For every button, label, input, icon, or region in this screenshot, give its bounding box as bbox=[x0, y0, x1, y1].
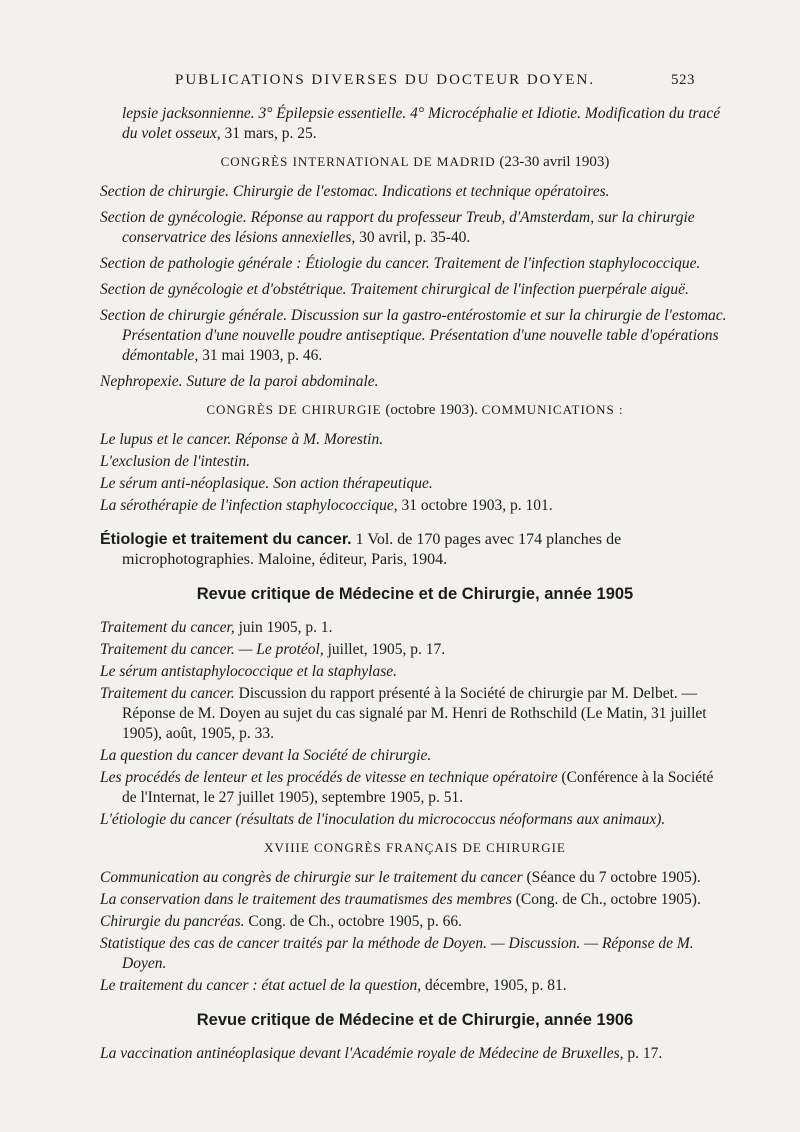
intro-roman: 31 mars, p. 25. bbox=[220, 125, 317, 142]
list-item bbox=[100, 934, 730, 974]
list-item bbox=[100, 618, 730, 638]
revue-1906-heading: Revue critique de Médecine et de Chirurgie, année 1906 bbox=[196, 1011, 634, 1029]
item-details: (Cong. de Ch., octobre 1905). bbox=[511, 891, 701, 908]
running-title: PUBLICATIONS DIVERSES DU DOCTEUR DOYEN. bbox=[175, 72, 596, 88]
chir-heading-caps1: CONGRÈS DE CHIRURGIE bbox=[206, 402, 382, 417]
list-item bbox=[100, 662, 730, 682]
item-details: Discussion du rapport présenté à la Société de chirurgie par M. Delbet. — Réponse de M. Doyen au sujet du cas signalé par M. Henri de Rothschild (Le Matin, 31 juillet 1905), août, 1905, p. 33. bbox=[122, 685, 707, 742]
book-entry bbox=[100, 530, 730, 570]
chir-heading-caps2: COMMUNICATIONS : bbox=[481, 402, 624, 417]
xviii-congress-heading: XVIIIE CONGRÈS FRANÇAIS DE CHIRURGIE bbox=[264, 840, 566, 855]
item-title: Section de gynécologie. Réponse au rapport du professeur Treub, d'Amsterdam, sur la chirurgie conservatrice des lésions annexielles, bbox=[100, 209, 695, 246]
item-details: décembre, 1905, p. 81. bbox=[421, 977, 567, 994]
madrid-heading-dates: (23-30 avril 1903) bbox=[495, 154, 610, 170]
item-title: Section de chirurgie. Chirurgie de l'estomac. Indications et technique opératoires. bbox=[100, 183, 610, 200]
item-details: Cong. de Ch., octobre 1905, p. 66. bbox=[244, 913, 462, 930]
intro-italic: lepsie jacksonnienne. 3° Épilepsie essentielle. 4° Microcéphalie et Idiotie. Modification du tracé du volet osseux, bbox=[122, 105, 721, 142]
item-details: 31 octobre 1903, p. 101. bbox=[397, 497, 553, 514]
item-title: Traitement du cancer, bbox=[100, 619, 235, 636]
item-details: juillet, 1905, p. 17. bbox=[323, 641, 446, 658]
chirurgie-1903-list bbox=[100, 430, 730, 516]
intro-continuation bbox=[100, 104, 730, 144]
item-details: p. 17. bbox=[623, 1045, 663, 1062]
item-title: La vaccination antinéoplasique devant l'Académie royale de Médecine de Bruxelles, bbox=[100, 1045, 624, 1062]
item-title: Le traitement du cancer : état actuel de la question, bbox=[100, 977, 422, 994]
list-item bbox=[100, 430, 730, 450]
list-item bbox=[100, 868, 730, 888]
item-title: Section de chirurgie générale. Discussion sur la gastro-entérostomie et sur la chirurgie de l'estomac. Présentation d'une nouvelle poudre antiseptique. Présentation d'une nouvelle table d'opérations démontable, bbox=[100, 307, 727, 364]
item-details: (Séance du 7 octobre 1905). bbox=[522, 869, 701, 886]
list-item bbox=[100, 684, 730, 744]
madrid-heading-caps: CONGRÈS INTERNATIONAL DE MADRID bbox=[220, 154, 496, 169]
list-item bbox=[100, 208, 730, 248]
xviii-list bbox=[100, 868, 730, 996]
list-item bbox=[100, 452, 730, 472]
item-title: Communication au congrès de chirurgie sur le traitement du cancer bbox=[100, 869, 523, 886]
page-body bbox=[100, 104, 730, 1066]
item-title: Le sérum antistaphylococcique et la staphylase. bbox=[100, 663, 398, 680]
revue-1905-list bbox=[100, 618, 730, 830]
item-title: Le lupus et le cancer. Réponse à M. Morestin. bbox=[100, 431, 384, 448]
list-item bbox=[100, 640, 730, 660]
item-title: Les procédés de lenteur et les procédés de vitesse en technique opératoire bbox=[100, 769, 558, 786]
item-title: L'exclusion de l'intestin. bbox=[100, 453, 250, 470]
revue-1905-heading: Revue critique de Médecine et de Chirurgie, année 1905 bbox=[196, 585, 634, 603]
item-title: Section de pathologie générale : Étiologie du cancer. Traitement de l'infection staphylococcique. bbox=[100, 255, 701, 272]
list-item bbox=[100, 768, 730, 808]
book-title: Étiologie et traitement du cancer. bbox=[100, 531, 352, 548]
item-title: La question du cancer devant la Société de chirurgie. bbox=[100, 747, 432, 764]
item-title: Nephropexie. Suture de la paroi abdominale. bbox=[100, 373, 379, 390]
book-details: 1 Vol. de 170 pages avec 174 planches de microphotographies. Maloine, éditeur, Paris, 1904. bbox=[122, 531, 622, 568]
list-item bbox=[100, 254, 730, 274]
madrid-list bbox=[100, 182, 730, 392]
item-title: Section de gynécologie et d'obstétrique. Traitement chirurgical de l'infection puerpérale aiguë. bbox=[100, 281, 689, 298]
revue-1906-list bbox=[100, 1044, 730, 1064]
list-item bbox=[100, 810, 730, 830]
list-item bbox=[100, 496, 730, 516]
madrid-congress-heading bbox=[100, 152, 730, 172]
item-title: Le sérum anti-néoplasique. Son action thérapeutique. bbox=[100, 475, 433, 492]
item-title: Traitement du cancer. — Le protéol, bbox=[100, 641, 324, 658]
list-item bbox=[100, 746, 730, 766]
list-item bbox=[100, 280, 730, 300]
chirurgie-1903-heading bbox=[100, 400, 730, 420]
item-title: La conservation dans le traitement des traumatismes des membres bbox=[100, 891, 512, 908]
chir-heading-dates: (octobre 1903). bbox=[381, 402, 482, 418]
list-item bbox=[100, 372, 730, 392]
item-title: Chirurgie du pancréas. bbox=[100, 913, 245, 930]
item-title: La sérothérapie de l'infection staphylococcique, bbox=[100, 497, 398, 514]
list-item bbox=[100, 1044, 730, 1064]
list-item bbox=[100, 182, 730, 202]
item-details: juin 1905, p. 1. bbox=[234, 619, 333, 636]
list-item bbox=[100, 890, 730, 910]
item-title: L'étiologie du cancer (résultats de l'inoculation du micrococcus néoformans aux animaux). bbox=[100, 811, 666, 828]
list-item bbox=[100, 976, 730, 996]
item-details: (Conférence à la Société de l'Internat, le 27 juillet 1905), septembre 1905, p. 51. bbox=[122, 769, 714, 806]
item-details: 31 mai 1903, p. 46. bbox=[198, 347, 323, 364]
running-header bbox=[175, 72, 695, 89]
item-title: Statistique des cas de cancer traités par la méthode de Doyen. — Discussion. — Réponse de M. Doyen. bbox=[100, 935, 694, 972]
page-number: 523 bbox=[671, 72, 695, 88]
list-item bbox=[100, 912, 730, 932]
item-details: 30 avril, p. 35-40. bbox=[355, 229, 471, 246]
list-item bbox=[100, 306, 730, 366]
item-title: Traitement du cancer. bbox=[100, 685, 235, 702]
list-item bbox=[100, 474, 730, 494]
